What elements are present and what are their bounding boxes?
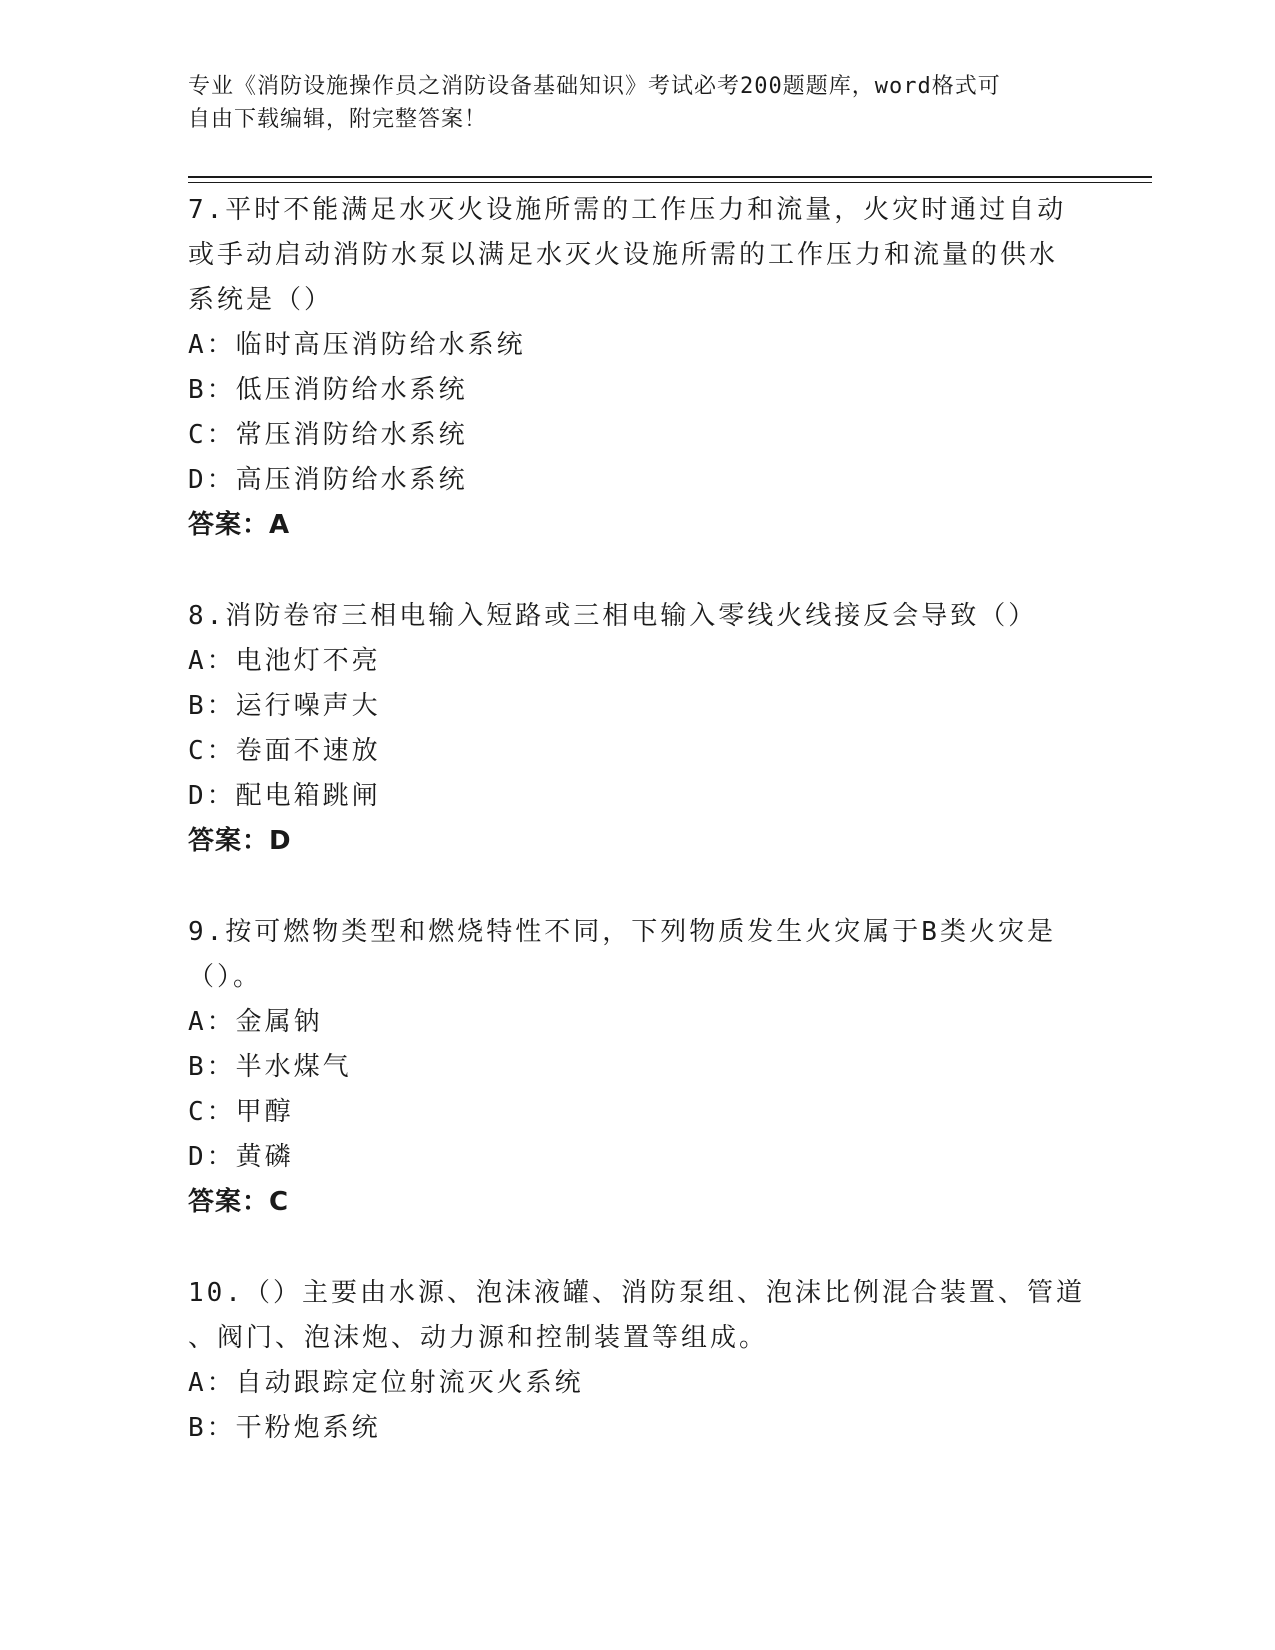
question-stem-line: （）。 <box>188 962 263 992</box>
question-stem-line: 9.按可燃物类型和燃烧特性不同，下列物质发生火灾属于B类火灾是 <box>188 917 1056 947</box>
answer-label: 答案：C <box>188 1187 290 1217</box>
question-stem-line: 7.平时不能满足水灭火设施所需的工作压力和流量，火灾时通过自动 <box>188 195 1067 225</box>
header-divider-thin <box>188 182 1152 183</box>
answer-label: 答案：D <box>188 826 292 856</box>
option-d: D：配电箱跳闸 <box>188 781 381 811</box>
question-7 <box>188 188 1088 548</box>
option-d: D：黄磷 <box>188 1142 294 1172</box>
option-c: C：卷面不速放 <box>188 736 381 766</box>
answer-label: 答案：A <box>188 510 291 540</box>
question-stem-line: 、阀门、泡沫炮、动力源和控制装置等组成。 <box>188 1323 769 1353</box>
question-10 <box>188 1271 1088 1451</box>
option-b: B：低压消防给水系统 <box>188 375 468 405</box>
option-b: B：运行噪声大 <box>188 691 381 721</box>
header-line-1: 专业《消防设施操作员之消防设备基础知识》考试必考200题题库，word格式可 <box>188 74 1001 99</box>
question-stem-line: 10.（）主要由水源、泡沫液罐、消防泵组、泡沫比例混合装置、管道 <box>188 1278 1085 1308</box>
document-header <box>188 70 1068 136</box>
option-c: C：甲醇 <box>188 1097 294 1127</box>
option-a: A：临时高压消防给水系统 <box>188 330 526 360</box>
header-line-2: 自由下载编辑，附完整答案！ <box>188 107 488 132</box>
option-a: A：金属钠 <box>188 1007 323 1037</box>
option-a: A：自动跟踪定位射流灭火系统 <box>188 1368 584 1398</box>
option-a: A：电池灯不亮 <box>188 646 381 676</box>
header-divider-thick <box>188 176 1152 178</box>
question-stem-line: 8.消防卷帘三相电输入短路或三相电输入零线火线接反会导致（） <box>188 601 1038 631</box>
question-stem-line: 系统是（） <box>188 285 334 315</box>
question-stem-line: 或手动启动消防水泵以满足水灭火设施所需的工作压力和流量的供水 <box>188 240 1059 270</box>
option-c: C：常压消防给水系统 <box>188 420 468 450</box>
question-9 <box>188 910 1088 1225</box>
option-b: B：半水煤气 <box>188 1052 352 1082</box>
question-8 <box>188 594 1088 864</box>
question-list <box>188 188 1088 1497</box>
option-d: D：高压消防给水系统 <box>188 465 468 495</box>
option-b: B：干粉炮系统 <box>188 1413 381 1443</box>
